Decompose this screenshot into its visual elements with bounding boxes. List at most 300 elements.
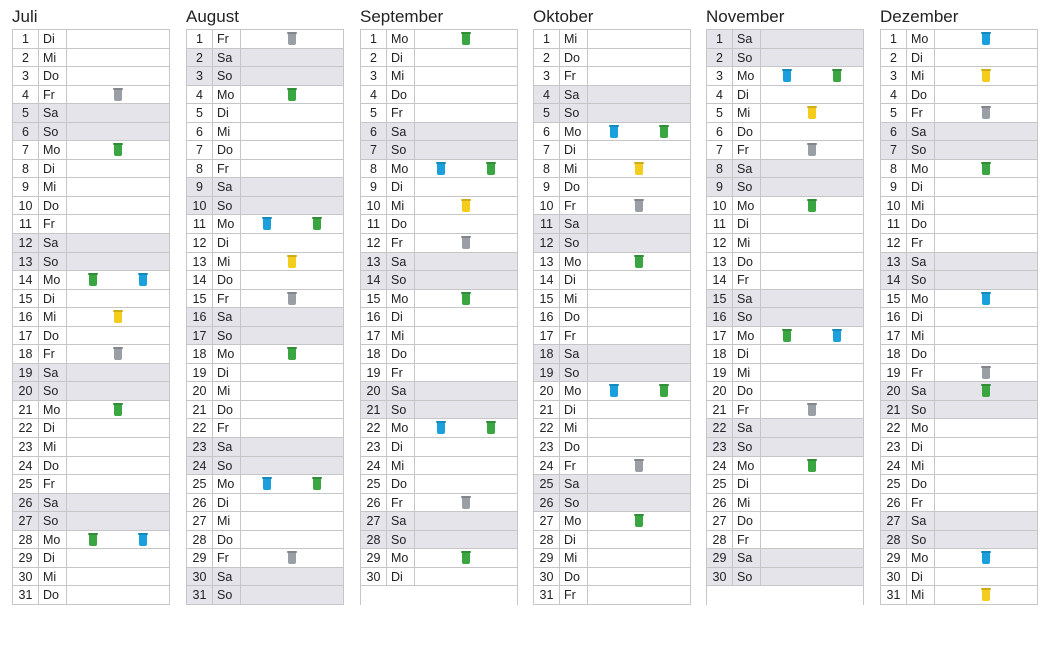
- weekday-label: Do: [907, 215, 935, 233]
- day-row: [361, 123, 517, 142]
- collection-cell: [241, 86, 343, 104]
- collection-cell: [67, 215, 169, 233]
- day-number: 21: [361, 401, 387, 419]
- weekday-label: Sa: [560, 215, 588, 233]
- yellow-bin-icon: [462, 200, 470, 212]
- weekday-label: Mo: [39, 401, 67, 419]
- weekday-label: Di: [213, 364, 241, 382]
- collection-cell: [67, 271, 169, 289]
- collection-cell: [761, 253, 863, 271]
- month-column-5: [880, 6, 1038, 605]
- collection-cell: [415, 382, 517, 400]
- collection-cell: [67, 160, 169, 178]
- weekday-label: Sa: [213, 178, 241, 196]
- collection-cell: [241, 308, 343, 326]
- day-number: 17: [534, 327, 560, 345]
- collection-cell: [761, 123, 863, 141]
- day-row: [881, 345, 1037, 364]
- day-number: 25: [881, 475, 907, 493]
- day-number: 23: [361, 438, 387, 456]
- day-number: 22: [361, 419, 387, 437]
- collection-cell: [935, 67, 1037, 85]
- collection-cell: [935, 290, 1037, 308]
- day-row: [534, 457, 690, 476]
- blue-bin-icon: [610, 385, 618, 397]
- weekday-label: Mo: [387, 30, 415, 48]
- day-row: [534, 160, 690, 179]
- day-number: 12: [881, 234, 907, 252]
- weekday-label: Sa: [560, 345, 588, 363]
- weekday-label: So: [213, 197, 241, 215]
- weekday-label: Sa: [387, 253, 415, 271]
- day-number: 19: [707, 364, 733, 382]
- day-row: [13, 364, 169, 383]
- collection-cell: [935, 531, 1037, 549]
- green-bin-icon: [487, 163, 495, 175]
- day-number: 15: [361, 290, 387, 308]
- day-row: [707, 67, 863, 86]
- day-number: 11: [707, 215, 733, 233]
- collection-cell: [935, 438, 1037, 456]
- weekday-label: Fr: [39, 345, 67, 363]
- day-row: [881, 531, 1037, 550]
- weekday-label: Do: [560, 49, 588, 67]
- green-bin-icon: [808, 200, 816, 212]
- weekday-label: Mo: [733, 327, 761, 345]
- day-row: [534, 104, 690, 123]
- day-row: [707, 160, 863, 179]
- weekday-label: Do: [39, 457, 67, 475]
- weekday-label: Mo: [560, 253, 588, 271]
- day-row: [361, 512, 517, 531]
- green-bin-icon: [783, 330, 791, 342]
- day-number: 20: [707, 382, 733, 400]
- weekday-label: Sa: [387, 512, 415, 530]
- day-number: 29: [13, 549, 39, 567]
- weekday-label: Di: [907, 49, 935, 67]
- day-row: [361, 178, 517, 197]
- weekday-label: Do: [213, 531, 241, 549]
- day-row: [534, 401, 690, 420]
- collection-cell: [761, 586, 863, 604]
- day-row: [707, 30, 863, 49]
- collection-cell: [415, 586, 517, 604]
- collection-cell: [935, 382, 1037, 400]
- day-row: [707, 494, 863, 513]
- collection-cell: [588, 327, 690, 345]
- day-row: [881, 160, 1037, 179]
- collection-cell: [241, 123, 343, 141]
- day-row: [13, 290, 169, 309]
- weekday-label: Fr: [39, 475, 67, 493]
- weekday-label: Mo: [213, 215, 241, 233]
- day-row: [361, 30, 517, 49]
- day-row: [534, 345, 690, 364]
- collection-cell: [415, 327, 517, 345]
- collection-cell: [761, 345, 863, 363]
- day-row: [534, 419, 690, 438]
- weekday-label: Mi: [387, 327, 415, 345]
- grey-bin-icon: [635, 200, 643, 212]
- collection-cell: [761, 234, 863, 252]
- collection-cell: [761, 364, 863, 382]
- day-number: 21: [187, 401, 213, 419]
- day-number: 5: [13, 104, 39, 122]
- collection-cell: [588, 104, 690, 122]
- collection-cell: [415, 234, 517, 252]
- day-row: [361, 494, 517, 513]
- collection-cell: [67, 419, 169, 437]
- collection-cell: [935, 197, 1037, 215]
- weekday-label: Sa: [733, 419, 761, 437]
- weekday-label: Do: [39, 197, 67, 215]
- day-row: [187, 30, 343, 49]
- day-row: [13, 401, 169, 420]
- weekday-label: Sa: [39, 494, 67, 512]
- weekday-label: Sa: [213, 308, 241, 326]
- yellow-bin-icon: [982, 70, 990, 82]
- collection-cell: [415, 104, 517, 122]
- weekday-label: Di: [907, 178, 935, 196]
- day-number: 7: [187, 141, 213, 159]
- day-number: 27: [534, 512, 560, 530]
- blue-bin-icon: [982, 33, 990, 45]
- day-row: [707, 86, 863, 105]
- collection-cell: [241, 30, 343, 48]
- day-row: [13, 419, 169, 438]
- day-row: [361, 382, 517, 401]
- day-row: [881, 197, 1037, 216]
- collection-cell: [935, 568, 1037, 586]
- day-row: [361, 549, 517, 568]
- collection-cell: [761, 568, 863, 586]
- grey-bin-icon: [288, 33, 296, 45]
- day-row: [13, 160, 169, 179]
- weekday-label: So: [907, 401, 935, 419]
- weekday-label: Di: [39, 30, 67, 48]
- collection-cell: [761, 290, 863, 308]
- weekday-label: Mi: [39, 49, 67, 67]
- day-row: [881, 457, 1037, 476]
- day-number: 10: [534, 197, 560, 215]
- yellow-bin-icon: [635, 163, 643, 175]
- day-row: [707, 271, 863, 290]
- weekday-label: Do: [560, 438, 588, 456]
- day-row: [361, 327, 517, 346]
- collection-cell: [241, 141, 343, 159]
- weekday-label: So: [213, 327, 241, 345]
- day-row: [881, 253, 1037, 272]
- collection-cell: [67, 382, 169, 400]
- collection-cell: [67, 494, 169, 512]
- collection-cell: [761, 178, 863, 196]
- weekday-label: Di: [907, 438, 935, 456]
- day-number: 20: [13, 382, 39, 400]
- weekday-label: So: [733, 438, 761, 456]
- weekday-label: So: [387, 531, 415, 549]
- weekday-label: Sa: [733, 290, 761, 308]
- weekday-label: Mo: [733, 197, 761, 215]
- weekday-label: So: [907, 531, 935, 549]
- day-number: 17: [881, 327, 907, 345]
- green-bin-icon: [808, 460, 816, 472]
- weekday-label: So: [733, 178, 761, 196]
- weekday-label: Sa: [387, 123, 415, 141]
- day-number: 30: [361, 568, 387, 586]
- day-number: 16: [534, 308, 560, 326]
- day-number: 24: [707, 457, 733, 475]
- collection-cell: [241, 382, 343, 400]
- day-row: [534, 512, 690, 531]
- month-title: September: [360, 7, 444, 26]
- day-number: 4: [13, 86, 39, 104]
- day-number: 18: [13, 345, 39, 363]
- day-row: [707, 49, 863, 68]
- weekday-label: Mi: [733, 494, 761, 512]
- collection-cell: [761, 67, 863, 85]
- weekday-label: Di: [213, 104, 241, 122]
- weekday-label: Sa: [39, 234, 67, 252]
- weekday-label: Do: [39, 327, 67, 345]
- day-number: 12: [187, 234, 213, 252]
- collection-cell: [241, 494, 343, 512]
- day-number: 29: [881, 549, 907, 567]
- day-number: 14: [13, 271, 39, 289]
- day-number: 2: [187, 49, 213, 67]
- weekday-label: Mo: [39, 271, 67, 289]
- day-row: [361, 419, 517, 438]
- day-row: [361, 290, 517, 309]
- weekday-label: Mi: [560, 549, 588, 567]
- collection-cell: [67, 197, 169, 215]
- weekday-label: Di: [387, 49, 415, 67]
- day-row: [361, 531, 517, 550]
- weekday-label: Sa: [907, 123, 935, 141]
- weekday-label: Mi: [907, 197, 935, 215]
- weekday-label: Do: [733, 123, 761, 141]
- month-table: [880, 29, 1038, 605]
- weekday-label: Mo: [213, 345, 241, 363]
- day-number: 31: [534, 586, 560, 604]
- collection-cell: [241, 197, 343, 215]
- weekday-label: So: [907, 141, 935, 159]
- weekday-label: Do: [39, 586, 67, 604]
- day-number: 2: [534, 49, 560, 67]
- green-bin-icon: [660, 126, 668, 138]
- day-row: [534, 49, 690, 68]
- day-row: [707, 475, 863, 494]
- day-number: 30: [187, 568, 213, 586]
- day-number: 3: [361, 67, 387, 85]
- day-row: [534, 290, 690, 309]
- day-number: 6: [187, 123, 213, 141]
- collection-cell: [588, 512, 690, 530]
- day-row: [534, 494, 690, 513]
- green-bin-icon: [114, 144, 122, 156]
- collection-cell: [67, 401, 169, 419]
- day-number: 6: [361, 123, 387, 141]
- day-row: [881, 586, 1037, 605]
- day-row: [13, 586, 169, 605]
- day-row: [187, 586, 343, 605]
- collection-cell: [935, 215, 1037, 233]
- day-number: 27: [707, 512, 733, 530]
- collection-cell: [588, 271, 690, 289]
- day-number: 8: [707, 160, 733, 178]
- collection-cell: [761, 86, 863, 104]
- collection-cell: [415, 290, 517, 308]
- collection-cell: [415, 475, 517, 493]
- day-row: [534, 475, 690, 494]
- weekday-label: Do: [387, 475, 415, 493]
- weekday-label: Sa: [213, 568, 241, 586]
- day-number: 17: [13, 327, 39, 345]
- day-row: [707, 234, 863, 253]
- collection-cell: [241, 419, 343, 437]
- weekday-label: Mi: [387, 197, 415, 215]
- day-number: 19: [361, 364, 387, 382]
- day-row: [187, 253, 343, 272]
- collection-cell: [67, 234, 169, 252]
- weekday-label: So: [907, 271, 935, 289]
- weekday-label: So: [39, 123, 67, 141]
- day-row: [881, 86, 1037, 105]
- collection-cell: [241, 457, 343, 475]
- collection-cell: [761, 141, 863, 159]
- weekday-label: Mo: [39, 531, 67, 549]
- day-number: 4: [881, 86, 907, 104]
- day-number: 30: [534, 568, 560, 586]
- weekday-label: Sa: [907, 512, 935, 530]
- weekday-label: Di: [387, 438, 415, 456]
- day-number: 17: [707, 327, 733, 345]
- yellow-bin-icon: [288, 256, 296, 268]
- day-number: 13: [707, 253, 733, 271]
- green-bin-icon: [288, 348, 296, 360]
- day-row: [534, 253, 690, 272]
- grey-bin-icon: [462, 237, 470, 249]
- grey-bin-icon: [462, 497, 470, 509]
- day-number: 3: [187, 67, 213, 85]
- day-row: [707, 178, 863, 197]
- day-row: [187, 67, 343, 86]
- grey-bin-icon: [808, 404, 816, 416]
- weekday-label: Do: [387, 215, 415, 233]
- weekday-label: Di: [213, 234, 241, 252]
- blue-bin-icon: [139, 534, 147, 546]
- weekday-label: Mo: [39, 141, 67, 159]
- day-number: 1: [13, 30, 39, 48]
- day-row: [534, 549, 690, 568]
- weekday-label: So: [560, 494, 588, 512]
- collection-cell: [415, 457, 517, 475]
- day-number: 18: [187, 345, 213, 363]
- day-row: [881, 549, 1037, 568]
- month-title: Juli: [12, 7, 38, 26]
- collection-cell: [588, 457, 690, 475]
- day-number: 15: [707, 290, 733, 308]
- collection-cell: [588, 49, 690, 67]
- day-number: 1: [707, 30, 733, 48]
- day-number: 23: [13, 438, 39, 456]
- day-number: 12: [707, 234, 733, 252]
- day-row: [13, 345, 169, 364]
- day-row: [361, 457, 517, 476]
- day-number: 10: [361, 197, 387, 215]
- day-row: [13, 327, 169, 346]
- day-number: 22: [534, 419, 560, 437]
- collection-cell: [935, 364, 1037, 382]
- day-row: [13, 234, 169, 253]
- weekday-label: Do: [907, 475, 935, 493]
- weekday-label: Fr: [213, 30, 241, 48]
- green-bin-icon: [313, 478, 321, 490]
- weekday-label: So: [733, 49, 761, 67]
- weekday-label: Do: [387, 345, 415, 363]
- month-table: [706, 29, 864, 605]
- collection-cell: [67, 253, 169, 271]
- day-row: [707, 457, 863, 476]
- day-number: 25: [534, 475, 560, 493]
- weekday-label: Di: [39, 290, 67, 308]
- day-row: [881, 475, 1037, 494]
- day-number: 18: [534, 345, 560, 363]
- weekday-label: Fr: [733, 141, 761, 159]
- day-number: 20: [881, 382, 907, 400]
- day-row: [534, 67, 690, 86]
- weekday-label: Do: [560, 308, 588, 326]
- weekday-label: Mo: [907, 30, 935, 48]
- day-row: [534, 271, 690, 290]
- day-number: 15: [187, 290, 213, 308]
- green-bin-icon: [89, 534, 97, 546]
- weekday-label: Fr: [387, 234, 415, 252]
- day-number: 22: [187, 419, 213, 437]
- weekday-label: So: [39, 253, 67, 271]
- weekday-label: Di: [907, 568, 935, 586]
- day-row: [187, 512, 343, 531]
- day-row: [187, 494, 343, 513]
- weekday-label: Fr: [733, 531, 761, 549]
- collection-cell: [241, 253, 343, 271]
- day-row: [13, 549, 169, 568]
- day-number: 12: [534, 234, 560, 252]
- day-number: 24: [534, 457, 560, 475]
- collection-cell: [761, 308, 863, 326]
- day-row: [361, 438, 517, 457]
- day-row: [707, 345, 863, 364]
- month-column-4: [706, 6, 864, 605]
- collection-cell: [415, 86, 517, 104]
- collection-cell: [415, 253, 517, 271]
- collection-cell: [761, 475, 863, 493]
- collection-cell: [241, 327, 343, 345]
- collection-cell: [588, 141, 690, 159]
- day-row: [13, 104, 169, 123]
- day-number: 4: [707, 86, 733, 104]
- day-row: [361, 568, 517, 587]
- weekday-label: Do: [213, 271, 241, 289]
- collection-cell: [935, 86, 1037, 104]
- weekday-label: Fr: [39, 215, 67, 233]
- collection-cell: [415, 197, 517, 215]
- weekday-label: Fr: [733, 271, 761, 289]
- day-number: 15: [13, 290, 39, 308]
- weekday-label: So: [387, 271, 415, 289]
- weekday-label: Mo: [560, 382, 588, 400]
- day-row: [187, 160, 343, 179]
- weekday-label: Sa: [39, 364, 67, 382]
